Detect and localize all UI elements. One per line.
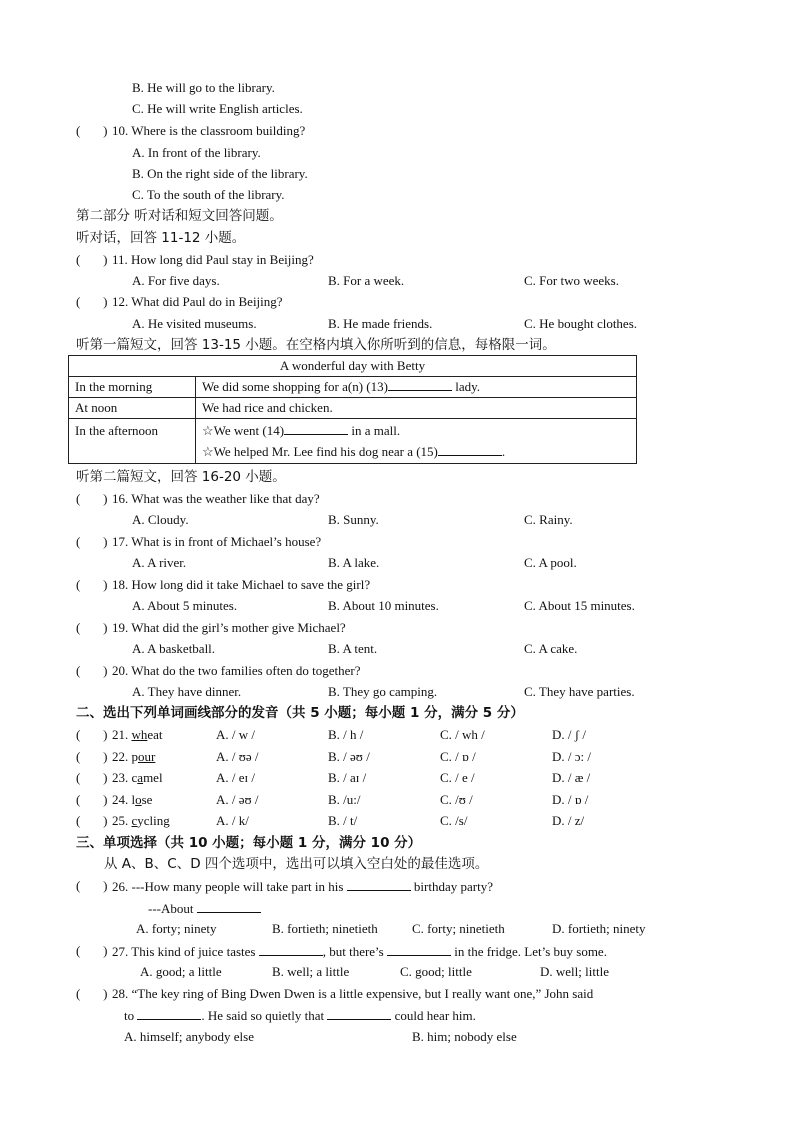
row-label: In the morning (69, 377, 196, 398)
underlined-letters: wh (131, 727, 148, 742)
row-content: ☆We went (14) in a mall. ☆We helped Mr. Lee find his dog near a (15) . (196, 419, 637, 464)
q28-option-a: A. himself; anybody else (124, 1029, 254, 1044)
q23-option-d: D. / æ / (552, 770, 591, 785)
q22-option-b: B. / əʊ / (328, 749, 370, 764)
q26-option-d: D. fortieth; ninety (552, 921, 646, 936)
answer-paren-22[interactable]: ( ) (76, 749, 108, 764)
question-16: 16. What was the weather like that day? (112, 491, 320, 506)
question-28: 28. “The key ring of Bing Dwen Dwen is a little expensive, but I really want one,” John said (112, 986, 594, 1001)
question-22: 22. pour (112, 749, 156, 764)
answer-paren-12[interactable]: ( ) (76, 294, 108, 309)
answer-paren-25[interactable]: ( ) (76, 813, 108, 828)
q10-option-b: B. On the right side of the library. (132, 166, 308, 181)
q19-option-b: B. A tent. (328, 641, 378, 656)
q27-option-a: A. good; a little (140, 964, 222, 979)
answer-paren-19[interactable]: ( ) (76, 620, 108, 635)
question-17: 17. What is in front of Michael’s house? (112, 534, 322, 549)
blank-15[interactable] (438, 443, 502, 456)
answer-paren-17[interactable]: ( ) (76, 534, 108, 549)
q21-option-d: D. / ʃ / (552, 727, 586, 742)
blank[interactable] (347, 878, 411, 891)
passage1-instruction: 听第一篇短文，回答 13-15 小题。在空格内填入你所听到的信息，每格限一词。 (76, 337, 556, 353)
q19-option-c: C. A cake. (524, 641, 578, 656)
underlined-letters: a (137, 770, 144, 785)
row-label: At noon (69, 398, 196, 419)
q10-option-c: C. To the south of the library. (132, 187, 285, 202)
q19-option-a: A. A basketball. (132, 641, 216, 656)
answer-paren-10[interactable]: ( ) (76, 123, 108, 138)
question-19: 19. What did the girl’s mother give Michael? (112, 620, 346, 635)
blank-14[interactable] (284, 422, 348, 435)
answer-paren-28[interactable]: ( ) (76, 986, 108, 1001)
section3-instruction: 从 A、B、C、D 四个选项中，选出可以填入空白处的最佳选项。 (104, 856, 489, 872)
row-content: We had rice and chicken. (196, 398, 637, 419)
q10-option-a: A. In front of the library. (132, 145, 261, 160)
row-content: We did some shopping for a(n) (13) lady. (196, 377, 637, 398)
q23-option-a: A. / eɪ / (216, 770, 255, 785)
q20-option-b: B. They go camping. (328, 684, 438, 699)
q26-option-c: C. forty; ninetieth (412, 921, 505, 936)
blank[interactable] (137, 1007, 201, 1020)
q24-option-b: B. /u:/ (328, 792, 361, 807)
blank[interactable] (259, 943, 323, 956)
q23-option-b: B. / aɪ / (328, 770, 367, 785)
question-24: 24. lose (112, 792, 153, 807)
q16-option-a: A. Cloudy. (132, 512, 189, 527)
q25-option-b: B. / t/ (328, 813, 358, 828)
q24-option-a: A. / əʊ / (216, 792, 259, 807)
question-28-cont: to . He said so quietly that could hear him. (124, 1008, 476, 1023)
q27-option-c: C. good; little (400, 964, 472, 979)
question-26: 26. ---How many people will take part in his birthday party? (112, 879, 493, 894)
table-title: A wonderful day with Betty (69, 356, 637, 377)
question-21: 21. wheat (112, 727, 163, 742)
q21-option-a: A. / w / (216, 727, 255, 742)
q22-option-a: A. / ʊə / (216, 749, 259, 764)
q27-option-d: D. well; little (540, 964, 609, 979)
answer-paren-16[interactable]: ( ) (76, 491, 108, 506)
underlined-letters: c (131, 813, 138, 828)
question-26-reply: ---About (148, 900, 261, 917)
answer-paren-21[interactable]: ( ) (76, 727, 108, 742)
q17-option-a: A. A river. (132, 555, 187, 570)
q18-option-b: B. About 10 minutes. (328, 598, 439, 613)
q22-option-d: D. / ɔ: / (552, 749, 591, 764)
q25-option-d: D. / z/ (552, 813, 585, 828)
question-12: 12. What did Paul do in Beijing? (112, 294, 283, 309)
answer-paren-27[interactable]: ( ) (76, 943, 108, 958)
info-table (68, 355, 637, 464)
q11-option-b: B. For a week. (328, 273, 405, 288)
q11-option-c: C. For two weeks. (524, 273, 619, 288)
underlined-letters: our (138, 749, 156, 764)
question-25: 25. cycling (112, 813, 170, 828)
q26-option-b: B. fortieth; ninetieth (272, 921, 378, 936)
blank[interactable] (327, 1007, 391, 1020)
q27-option-b: B. well; a little (272, 964, 350, 979)
question-11: 11. How long did Paul stay in Beijing? (112, 252, 314, 267)
question-18: 18. How long did it take Michael to save the girl? (112, 577, 371, 592)
q24-option-d: D. / ɒ / (552, 792, 589, 807)
answer-paren-20[interactable]: ( ) (76, 663, 108, 678)
q21-option-c: C. / wh / (440, 727, 485, 742)
table-row (69, 377, 637, 398)
answer-paren-18[interactable]: ( ) (76, 577, 108, 592)
table-row (69, 398, 637, 419)
blank[interactable] (387, 943, 451, 956)
q12-option-c: C. He bought clothes. (524, 316, 638, 331)
q9-option-b: B. He will go to the library. (132, 80, 275, 95)
blank-13[interactable] (388, 378, 452, 391)
blank[interactable] (197, 900, 261, 913)
q20-option-a: A. They have dinner. (132, 684, 242, 699)
section2-title: 二、选出下列单词画线部分的发音（共 5 小题；每小题 1 分，满分 5 分） (76, 705, 524, 721)
answer-paren-26[interactable]: ( ) (76, 878, 108, 893)
part2-title: 第二部分 听对话和短文回答问题。 (76, 208, 283, 224)
section3-title: 三、单项选择（共 10 小题；每小题 1 分，满分 10 分） (76, 835, 422, 851)
q22-option-c: C. / ɒ / (440, 749, 476, 764)
table-row (69, 419, 637, 464)
q25-option-c: C. /s/ (440, 813, 468, 828)
question-20: 20. What do the two families often do together? (112, 663, 361, 678)
q24-option-c: C. /ʊ / (440, 792, 473, 807)
underlined-letters: o (135, 792, 142, 807)
q16-option-c: C. Rainy. (524, 512, 573, 527)
q23-option-c: C. / e / (440, 770, 475, 785)
q12-option-b: B. He made friends. (328, 316, 433, 331)
q20-option-c: C. They have parties. (524, 684, 635, 699)
question-23: 23. camel (112, 770, 163, 785)
q17-option-c: C. A pool. (524, 555, 577, 570)
question-10: 10. Where is the classroom building? (112, 123, 306, 138)
q28-option-b: B. him; nobody else (412, 1029, 517, 1044)
q11-option-a: A. For five days. (132, 273, 220, 288)
answer-paren-24[interactable]: ( ) (76, 792, 108, 807)
q25-option-a: A. / k/ (216, 813, 249, 828)
passage2-instruction: 听第二篇短文，回答 16-20 小题。 (76, 469, 286, 485)
q26-option-a: A. forty; ninety (136, 921, 217, 936)
q9-option-c: C. He will write English articles. (132, 101, 303, 116)
q17-option-b: B. A lake. (328, 555, 380, 570)
question-27: 27. This kind of juice tastes , but there’s in the fridge. Let’s buy some. (112, 944, 607, 959)
row-label: In the afternoon (69, 419, 196, 464)
q12-option-a: A. He visited museums. (132, 316, 257, 331)
answer-paren-23[interactable]: ( ) (76, 770, 108, 785)
q18-option-a: A. About 5 minutes. (132, 598, 238, 613)
q16-option-b: B. Sunny. (328, 512, 379, 527)
q18-option-c: C. About 15 minutes. (524, 598, 635, 613)
dialogue-instruction: 听对话，回答 11-12 小题。 (76, 230, 246, 246)
q21-option-b: B. / h / (328, 727, 364, 742)
answer-paren-11[interactable]: ( ) (76, 252, 108, 267)
